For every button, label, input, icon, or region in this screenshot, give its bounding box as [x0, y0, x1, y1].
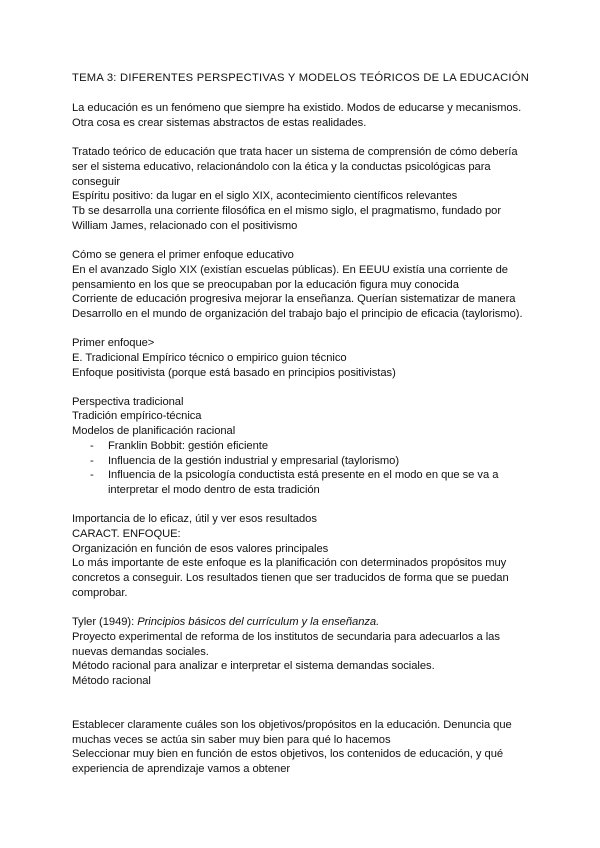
text-line: William James, relacionado con el positivismo [72, 220, 298, 232]
section-heading: Perspectiva tradicional [72, 396, 184, 408]
tyler-author: Tyler (1949): [72, 616, 138, 628]
text-line: Establecer claramente cuáles son los objetivos/propósitos en la educación. Denuncia que [72, 719, 512, 731]
text-line: conseguir [72, 176, 121, 188]
bullet-item-continuation: interpretar el modo dentro de esta tradición [108, 484, 320, 496]
text-line: concretos a conseguir. Los resultados tienen que ser traducidos de forma que se puedan [72, 572, 509, 584]
text-line: nuevas demandas sociales. [72, 646, 209, 658]
text-line: Espíritu positivo: da lugar en el siglo XIX, acontecimiento científicos relevantes [72, 190, 458, 202]
text-line: Proyecto experimental de reforma de los institutos de secundaria para adecuarlos a las [72, 631, 500, 643]
text-line: Corriente de educación progresiva mejorar la enseñanza. Querían sistematizar de manera [72, 293, 516, 305]
section-heading: CARACT. ENFOQUE: [72, 528, 181, 540]
text-line: Organización en función de esos valores principales [72, 543, 329, 555]
section-heading: Cómo se genera el primer enfoque educativo [72, 249, 294, 261]
text-line: Desarrollo en el mundo de organización del trabajo bajo el principio de eficacia (taylorismo). [72, 308, 523, 320]
text-line: ser el sistema educativo, relacionándolo con la ética y la conductas psicológicas para [72, 161, 491, 173]
tyler-reference [72, 615, 379, 629]
document-title: TEMA 3: DIFERENTES PERSPECTIVAS Y MODELOS TEÓRICOS DE LA EDUCACIÓN [72, 72, 530, 84]
text-line: Tb se desarrolla una corriente filosófica en el mismo siglo, el pragmatismo, fundado por [72, 205, 502, 217]
text-line: comprobar. [72, 587, 128, 599]
bullet-item: Franklin Bobbit: gestión eficiente [108, 440, 268, 452]
text-line: Otra cosa es crear sistemas abstractos de estas realidades. [72, 117, 367, 129]
section-heading: Primer enfoque> [72, 337, 155, 349]
text-line: Importancia de lo eficaz, útil y ver esos resultados [72, 513, 317, 525]
bullet-dash: - [90, 440, 94, 452]
text-line: E. Tradicional Empírico técnico o empirico guion técnico [72, 352, 347, 364]
bullet-item: Influencia de la gestión industrial y empresarial (taylorismo) [108, 455, 400, 467]
text-line: Enfoque positivista (porque está basado en principios positivistas) [72, 367, 396, 379]
bullet-dash: - [90, 469, 94, 481]
text-line: Método racional para analizar e interpretar el sistema demandas sociales. [72, 660, 435, 672]
bullet-item: Influencia de la psicología conductista está presente en el modo en que se va a [108, 469, 499, 481]
text-line: Tratado teórico de educación que trata hacer un sistema de comprensión de cómo debería [72, 146, 518, 158]
text-line: Tradición empírico-técnica [72, 410, 202, 422]
text-line: Lo más importante de este enfoque es la planificación con determinados propósitos muy [72, 557, 507, 569]
text-line: experiencia de aprendizaje vamos a obtener [72, 763, 291, 775]
text-line: Seleccionar muy bien en función de estos objetivos, los contenidos de educación, y qué [72, 748, 504, 760]
text-line: La educación es un fenómeno que siempre ha existido. Modos de educarse y mecanismos. [72, 102, 522, 114]
bullet-dash: - [90, 455, 94, 467]
text-line: muchas veces se actúa sin saber muy bien para qué lo hacemos [72, 734, 391, 746]
text-line: En el avanzado Siglo XIX (existían escuelas públicas). En EEUU existía una corriente de [72, 264, 508, 276]
text-line: pensamiento en los que se preocupaban por la educación figura muy conocida [72, 279, 459, 291]
tyler-book-title: Principios básicos del currículum y la enseñanza. [137, 616, 380, 628]
text-line: Método racional [72, 675, 151, 687]
text-line: Modelos de planificación racional [72, 425, 236, 437]
